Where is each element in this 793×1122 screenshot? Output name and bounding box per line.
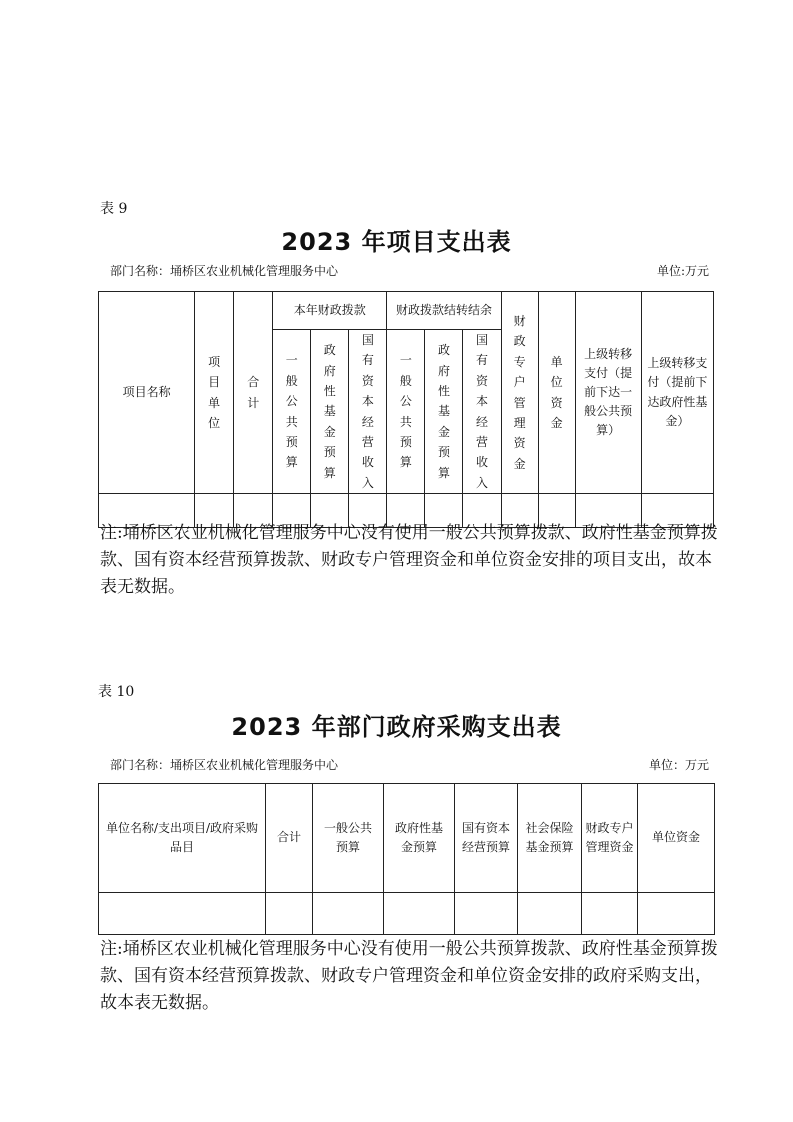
table9-dept: 部门名称：埇桥区农业机械化管理服务中心 bbox=[110, 264, 339, 278]
header-unit-fund: 单位资金 bbox=[638, 784, 715, 893]
header-general: 一般公共预算 bbox=[313, 784, 384, 893]
header-item-unit: 项目单位 bbox=[195, 292, 234, 494]
header-gov-fund: 政府性基金预算 bbox=[384, 784, 455, 893]
header-state-capital: 国有资本经营预算 bbox=[455, 784, 518, 893]
table9-label: 表 9 bbox=[100, 201, 128, 217]
header-general-2: 一般公共预算 bbox=[387, 330, 425, 494]
header-transfer-fund: 上级转移支付（提前下达政府性基金） bbox=[641, 292, 713, 494]
procurement-expenditure-table bbox=[98, 783, 715, 935]
table10-dept: 部门名称：埇桥区农业机械化管理服务中心 bbox=[110, 758, 339, 772]
header-special-fund: 财政专户管理资金 bbox=[582, 784, 638, 893]
table10-unit: 单位：万元 bbox=[648, 758, 709, 772]
table10-note: 注:埇桥区农业机械化管理服务中心没有使用一般公共预算拨款、政府性基金预算拨款、国有资本经营预算拨款、财政专户管理资金和单位资金安排的政府采购支出，故本表无数据。 bbox=[100, 939, 718, 1013]
table9-title: 2023 年项目支出表 bbox=[281, 228, 512, 256]
header-group-carryover: 财政拨款结转结余 bbox=[387, 292, 501, 330]
table10-title: 2023 年部门政府采购支出表 bbox=[231, 713, 562, 741]
header-gov-fund-2: 政府性基金预算 bbox=[425, 330, 463, 494]
header-item-name: 项目名称 bbox=[99, 292, 195, 494]
header-special-fund: 财政专户管理资金 bbox=[501, 292, 538, 494]
header-total: 合计 bbox=[234, 292, 273, 494]
table9-unit: 单位:万元 bbox=[656, 264, 709, 278]
header-state-capital: 国有资本经营收入 bbox=[349, 330, 387, 494]
table9-note: 注:埇桥区农业机械化管理服务中心没有使用一般公共预算拨款、政府性基金预算拨款、国有资本经营预算拨款、财政专户管理资金和单位资金安排的项目支出，故本表无数据。 bbox=[100, 523, 718, 597]
header-general: 一般公共预算 bbox=[273, 330, 311, 494]
header-transfer-general: 上级转移支付（提前下达一般公共预算） bbox=[575, 292, 641, 494]
table-row bbox=[99, 893, 715, 935]
header-social: 社会保险基金预算 bbox=[518, 784, 582, 893]
header-state-capital-2: 国有资本经营收入 bbox=[463, 330, 501, 494]
header-group-current: 本年财政拨款 bbox=[273, 292, 387, 330]
header-name: 单位名称/支出项目/政府采购品目 bbox=[99, 784, 266, 893]
header-unit-fund: 单位资金 bbox=[538, 292, 575, 494]
header-total: 合计 bbox=[266, 784, 313, 893]
table10-label: 表 10 bbox=[98, 684, 135, 700]
header-gov-fund: 政府性基金预算 bbox=[311, 330, 349, 494]
project-expenditure-table bbox=[98, 291, 714, 528]
